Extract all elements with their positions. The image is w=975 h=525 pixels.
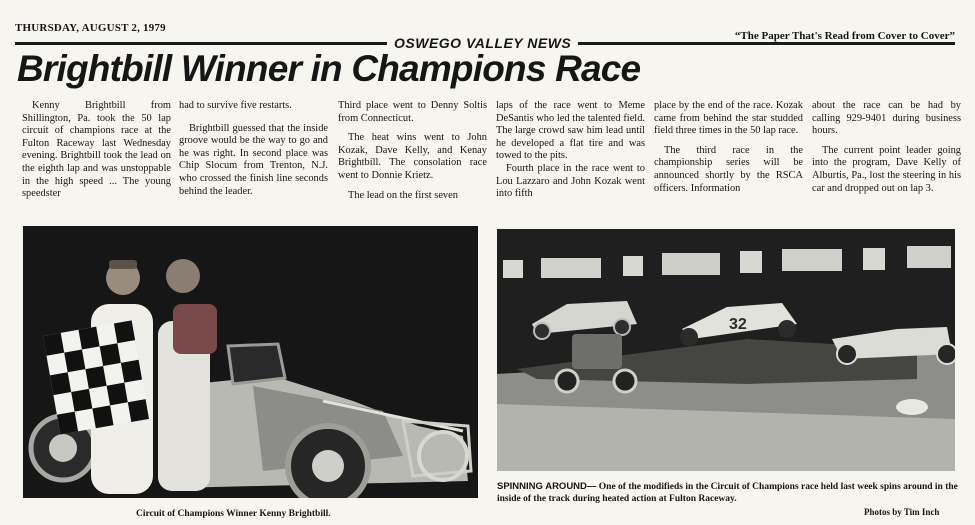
- newspaper-name: OSWEGO VALLEY NEWS: [387, 35, 578, 51]
- article-paragraph: Fourth place in the race went to Lou Lazzaro and John Kozak went into fifth: [496, 162, 645, 200]
- article-column: [812, 100, 961, 202]
- article-paragraph: The lead on the first seven: [348, 189, 458, 201]
- spinning-photo-image: [497, 229, 955, 471]
- article-body: [22, 100, 962, 218]
- article-column: [338, 100, 487, 209]
- article-column: [496, 100, 645, 208]
- article-paragraph: place by the end of the race. Kozak came from behind the star studded field three times in the 50 lap race.: [654, 100, 803, 137]
- article-paragraph: Kenny Brightbill from Shillington, Pa. took the 50 lap circuit of champions race at the Fulton Raceway last Wednesday evening. Brightbill took the lead on the eighth lap and was unstoppable in the high speed ... The young speedster: [22, 100, 171, 200]
- article-column: [179, 100, 328, 205]
- article-paragraph: The third race in the championship series will be announced shortly by the RSCA officers. Information: [654, 144, 803, 194]
- article-paragraph: had to survive five restarts.: [179, 100, 292, 111]
- spinning-photo: [497, 229, 955, 471]
- winner-photo-image: [23, 226, 478, 498]
- article-paragraph: The current point leader going into the program, Dave Kelly of Alburtis, Pa., lost the steering in his car and dropped out on lap 3.: [812, 144, 961, 194]
- caption-lead: SPINNING AROUND—: [497, 481, 597, 492]
- car-number: 32: [729, 316, 747, 333]
- photo-credit: Photos by Tim Inch: [864, 507, 940, 517]
- issue-date: THURSDAY, AUGUST 2, 1979: [15, 22, 166, 34]
- article-paragraph: laps of the race went to Meme DeSantis who led the talented field. The large crowd saw him lead until he developed a flat tire and was towed to the pits.: [496, 100, 645, 162]
- article-column: [654, 100, 803, 202]
- article-column: [22, 100, 171, 208]
- article-paragraph: The heat wins went to John Kozak, Dave Kelly, and Kenay Brightbill. The consolation race went to Donnie Krietz.: [338, 132, 487, 181]
- article-paragraph: Third place went to Denny Soltis from Connecticut.: [338, 100, 487, 124]
- article-paragraph: about the race can be had by calling 929-9401 during business hours.: [812, 100, 961, 137]
- caption-text: One of the modifieds in the Circuit of Champions race held last week spins around in the inside of the track during heated action at Fulton Raceway.: [497, 482, 958, 504]
- article-headline: Brightbill Winner in Champions Race: [17, 48, 641, 89]
- article-paragraph: Brightbill guessed that the inside groove would be the way to go and he was right. In second place was Chip Slocum from Trenton, N.J. who crossed the finish line seconds behind the leader.: [179, 122, 328, 197]
- winner-photo-caption: Circuit of Champions Winner Kenny Brightbill.: [136, 509, 331, 519]
- winner-photo: [23, 226, 478, 498]
- masthead: [15, 20, 955, 51]
- spinning-photo-caption: [497, 481, 959, 505]
- newspaper-slogan: “The Paper That's Read from Cover to Cover”: [734, 30, 955, 42]
